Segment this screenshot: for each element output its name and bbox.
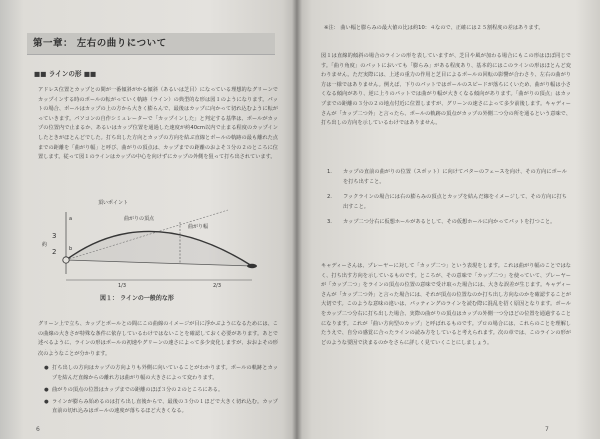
numbered-item: 3. カップ二つ分右に仮想ホールがあるとして、その仮想ホールに向かってパットを打つこと。 — [327, 219, 556, 226]
hole-marker — [247, 264, 257, 268]
right-note: ※注： 曲い幅と膨らみの最大値の比は約10：４なので、正確には２５割程度の差はあります。 — [324, 25, 544, 31]
left-paragraph-after-figure: グリーン上で立ち、カップとボールとの間にこの曲線のイメージが目に浮かぶようになるためには、この曲線の大きさが特殊な条件に依存しているわけではないことを確認しておく必要があります。あとで述べるように、ラインの形はボールの初速やグリーンの速さによって多少変化しますが、おおよその形 — [38, 321, 278, 347]
numbered-item: 1. カップの直前の曲がりの位置（スポット）に向けてパターのフェースを向け、その方向にボールを打ち出すこと。 — [327, 169, 567, 185]
label-a: a — [69, 216, 73, 222]
bullet-item: ● 曲がりの頂点の位置はカップまでの距離のほぼ３分の２のところにある。 — [44, 386, 224, 393]
page-number-left: 6 — [36, 426, 40, 433]
right-intro-paragraph: 図１は直線的傾斜の場合のラインの形を表していますが、芝目や風が加わる場合にもこの形はほぼ同じです。「曲り角度」のパットにおいても「膨らみ」がある程度あり、基本的にはこのラインの形はほとんど変わりません。ただ実際には、上述の重力の作用と芝目によるボールの回転の影響が合わさり、左右の曲がり方は一様ではありません。例えば、下りのパットではボールのスピードが落ちにくいため、曲がり幅は小さくなる傾向があり、逆に上りのパットでは曲がり幅が大きくなる傾向があります。「曲がりの頂点」はカップまでの距離の３分の２の地点付近に位置しますが、グリーンの速さによって多少前後します。キャディーさんが「カップ二つ外」と言ったら、ボールの軌跡の頂点がカップの外側二つ分の所を通るという意味で、打ち出しの方向を示しているわけではありません。 — [321, 53, 571, 127]
label-break: 曲がりの頂点 — [124, 216, 155, 222]
left-page — [0, 0, 297, 439]
putting-line-figure — [38, 190, 278, 290]
bullet-list — [44, 364, 278, 419]
line-diagram — [38, 190, 278, 290]
label-curve-width: 曲がり幅 — [188, 224, 209, 230]
chapter-title-banner — [27, 33, 275, 55]
label-ratio: 約 — [42, 242, 48, 248]
label-two-thirds: 2/3 — [213, 283, 222, 289]
page-number-right: 7 — [545, 426, 549, 433]
right-page — [297, 0, 600, 439]
book-gutter — [292, 0, 302, 439]
left-intro-paragraph: アドレス位置とカップとの間が一番傾斜がかる傾斜（あるいは芝目）になっている理想的なグリーンでカップインする時のボールの転がっていく軌跡（ライン）の典型的な形は図１のようになります。パットの場合、ボールはカップの上の方から大きく膨らんで、最後はカップに向かって切れ込むように転がっていきます。パソコンの自作シミュレーターで「カップインした」と判定する基準は、ボールがカップの位置内で止まるか、あるいはカップ位置を通過した速度が約40cm以内で止まる程度のカップインしたときがほとんどでした。打ち出した方向とカップの方向を結ぶ直線とボールの軌跡の最も離れた点までの距離を「曲がり幅」と呼び、曲がりの頂点は、カップまでの距離のおよそ３分の２のところに位置します。従って図１のラインはカップの中心を向けずにカップの外側を狙って打ち出されています。 — [38, 87, 278, 161]
label-third: 1/3 — [118, 283, 127, 289]
numbered-list — [327, 168, 567, 234]
right-body-paragraph: キャディーさんは、プレーヤーに対して「カップ二つ」という表現をします。これは曲がり幅のことではなく、打ち出す方向を示しているものです。ところが、その意味で「カップ二つ」を使っていて、プレーヤーが「カップ二つ」をラインの頂点の位置の意味で受け取った場合には、大きな誤差が生じます。キャディーさんが「カップ二つ外」と言った場合には、それが頂点の位置なのか打ち出し方向なのかを確認することが大切です。このような意味の違いは、パッティングのラインを読む際に混乱を招く原因となります。ボールをカップ二つ分右に打ち出した場合、実際の曲がりの頂点はカップの外側一つ分ほどの位置を通過することになります。これが「曲い方向型のカップ」と呼ばれるものです。プロの場合には、これらのことを理解したうえで、自分の感覚に合ったラインの読み方をしていると考えられます。次の章では、このラインの形がどのような要因で決まるのかをさらに詳しく見ていくことにしましょう。 — [321, 263, 571, 346]
chapter-title: 第一章： 左右の曲りについて — [33, 38, 167, 49]
bullet-item: ● ラインが膨らみ始めるのは打ち出し直後からで、最後の３分の１ほどで大きく切れ込む。カップ直前の切れ込みはボールの速度が落ちるほど大きくなる。 — [44, 398, 278, 415]
label-b: b — [69, 246, 73, 252]
left-lead-sentence: 次のようなことが分かります。 — [38, 351, 111, 357]
section-heading: ■■ ラインの形 ■■ — [34, 70, 97, 78]
bullet-item: ● 打ち出しの方向はカップの方向よりも外側に向いていることがわかります。ボールの軌跡とカップを結んだ直線からの離れ方は曲がり幅の大きさによって変わります。 — [44, 365, 278, 381]
numbered-item: 2. フックラインの場合には右の膨らみの頂点とカップを結んだ線をイメージして、その方向に打ち出すこと。 — [327, 194, 567, 210]
ball-marker — [63, 257, 69, 263]
figure-caption: 図１： ラインの一般的な形 — [100, 295, 174, 302]
label-peak: 頂いポイント — [98, 200, 129, 206]
curve-region — [66, 231, 252, 266]
label-2: 2 — [52, 248, 57, 256]
label-3: 3 — [52, 232, 57, 240]
